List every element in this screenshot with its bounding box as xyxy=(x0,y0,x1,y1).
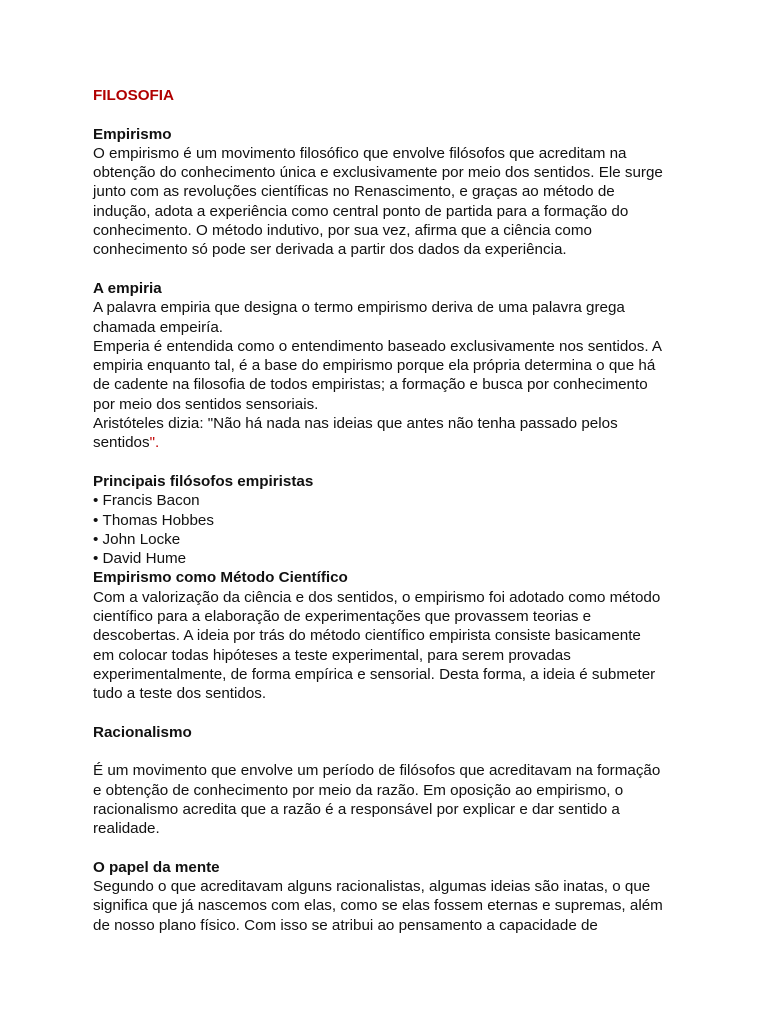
heading-papel-da-mente: O papel da mente xyxy=(93,858,220,876)
text-line: conhecimento só pode ser derivada a partir dos dados da experiência. xyxy=(93,241,567,259)
text-line: descobertas. A ideia por trás do método científico empirista consiste basicamente xyxy=(93,627,641,645)
text-line: realidade. xyxy=(93,820,160,838)
list-item: • Francis Bacon xyxy=(93,491,688,510)
text-line: por meio dos sentidos sensoriais. xyxy=(93,395,319,413)
text-line: Aristóteles dizia: "Não há nada nas ideias que antes não tenha passado pelos xyxy=(93,415,618,433)
heading-metodo-cientifico: Empirismo como Método Científico xyxy=(93,569,348,587)
text-line: Emperia é entendida como o entendimento baseado exclusivamente nos sentidos. A xyxy=(93,337,663,355)
heading-a-empiria: A empiria xyxy=(93,279,162,297)
text-line: Com a valorização da ciência e dos sentidos, o empirismo foi adotado como método xyxy=(93,588,661,606)
paragraph-metodo-cientifico xyxy=(93,588,688,704)
heading-filosofos-empiristas: Principais filósofos empiristas xyxy=(93,472,314,490)
text-line: racionalismo acredita que a razão é a responsável por explicar e dar sentido a xyxy=(93,800,620,818)
philosophers-list xyxy=(93,491,688,568)
text-line: O empirismo é um movimento filosófico que envolve filósofos que acreditam na xyxy=(93,144,627,162)
quote-end-mark: ". xyxy=(149,434,160,452)
text-line: em colocar todas hipóteses a teste experimental, para serem provadas xyxy=(93,646,571,664)
text-line: A palavra empiria que designa o termo empirismo deriva de uma palavra grega xyxy=(93,299,625,317)
text-line: É um movimento que envolve um período de filósofos que acreditavam na formação xyxy=(93,762,661,780)
list-item: • David Hume xyxy=(93,549,688,568)
text-line: tudo a teste dos sentidos. xyxy=(93,685,267,703)
text-line: científico para a elaboração de experimentações que provassem teorias e xyxy=(93,608,592,626)
text-line: conhecimento. O método indutivo, por sua vez, afirma que a ciência como xyxy=(93,222,592,240)
text-line: de nosso plano físico. Com isso se atribui ao pensamento a capacidade de xyxy=(93,916,598,934)
document-title: FILOSOFIA xyxy=(93,87,174,104)
paragraph-a-empiria xyxy=(93,298,688,452)
text-line: empiria enquanto tal, é a base do empirismo porque ela própria determina o que há xyxy=(93,357,656,375)
text-line: indução, adota a experiência como central ponto de partida para a formação do xyxy=(93,202,629,220)
paragraph-papel-da-mente xyxy=(93,877,688,935)
text-line: chamada empeiría. xyxy=(93,318,224,336)
heading-racionalismo: Racionalismo xyxy=(93,723,192,741)
text-line: experimentalmente, de forma empírica e sensorial. Desta forma, a ideia é submeter xyxy=(93,665,656,683)
heading-empirismo: Empirismo xyxy=(93,125,172,143)
text-line: e obtenção de conhecimento por meio da razão. Em oposição ao empirismo, o xyxy=(93,781,624,799)
list-item: • John Locke xyxy=(93,530,688,549)
text-line: de cadente na filosofia de todos empiristas; a formação e busca por conhecimento xyxy=(93,376,648,394)
text-line xyxy=(93,433,688,452)
quote-end-text: sentidos xyxy=(93,434,150,452)
text-line: obtenção do conhecimento única e exclusivamente por meio dos sentidos. Ele surge xyxy=(93,164,663,182)
text-line: Segundo o que acreditavam alguns racionalistas, algumas ideias são inatas, o que xyxy=(93,878,651,896)
paragraph-racionalismo xyxy=(93,761,688,838)
text-line: significa que já nascemos com elas, como se elas fossem eternas e supremas, além xyxy=(93,897,663,915)
list-item: • Thomas Hobbes xyxy=(93,511,688,530)
text-line: junto com as revoluções científicas no Renascimento, e graças ao método de xyxy=(93,183,615,201)
paragraph-empirismo xyxy=(93,144,688,260)
